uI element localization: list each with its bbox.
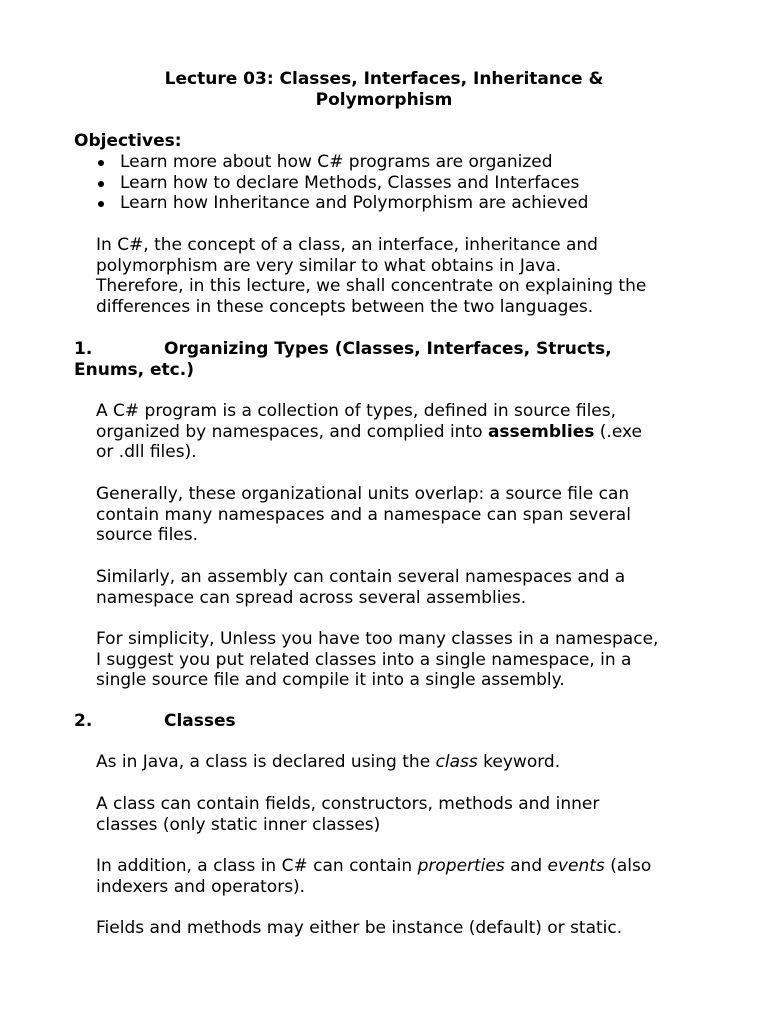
lecture-title [74,69,694,110]
intro-line: polymorphism are very similar to what obtains in Java. [96,255,562,276]
section-2-title: Classes [164,711,236,731]
intro-line: differences in these concepts between the two languages. [96,297,594,318]
paragraph-line: namespace can spread across several assemblies. [96,587,527,608]
bullet-icon [98,201,104,207]
paragraph-line: Similarly, an assembly can contain several namespaces and a [96,567,626,587]
bullet-icon [98,160,104,166]
objective-item [96,152,588,173]
objective-text: Learn more about how C# programs are organized [120,152,553,172]
objective-item [96,193,588,214]
section-2-paragraph-1: As in Java, a class is declared using the class keyword. [96,752,561,772]
objective-text: Learn how Inheritance and Polymorphism are achieved [120,193,589,214]
paragraph-line: indexers and operators). [96,876,306,897]
objective-text: Learn how to declare Methods, Classes and Interfaces [120,172,580,193]
paragraph-line: Generally, these organizational units overlap: a source file can [96,484,630,504]
section-1-title-cont: Enums, etc.) [74,360,194,380]
class-keyword: class [435,752,478,772]
section-1-title: Organizing Types (Classes, Interfaces, Structs, [164,339,612,359]
paragraph-line: A class can contain fields, constructors, methods and inner [96,794,600,814]
intro-line: Therefore, in this lecture, we shall concentrate on explaining the [96,276,647,297]
objectives-list [96,152,588,214]
assemblies-term: assemblies [487,421,595,442]
paragraph-line: organized by namespaces, and complied into assemblies (.exe [96,421,642,442]
section-1-paragraph-2 [96,484,631,546]
section-1-paragraph-4 [96,629,658,691]
paragraph-line: classes (only static inner classes) [96,814,381,835]
objectives-heading: Objectives: [74,131,182,151]
events-term: events [547,856,605,876]
bullet-icon [98,181,104,187]
section-2-number: 2. [74,711,93,731]
intro-line: In C#, the concept of a class, an interface, inheritance and [96,235,598,255]
paragraph-line: In addition, a class in C# can contain properties and events (also [96,856,652,876]
section-1-number: 1. [74,339,93,359]
section-1-paragraph-1 [96,401,642,463]
paragraph-line: single source file and compile it into a single assembly. [96,670,565,691]
section-2-paragraph-3 [96,856,651,897]
section-2-paragraph-2 [96,794,599,835]
paragraph-line: or .dll files). [96,442,197,463]
intro-paragraph [96,235,646,318]
section-1-paragraph-3 [96,567,625,608]
paragraph-line: contain many namespaces and a namespace can span several [96,504,631,525]
paragraph-line: I suggest you put related classes into a single namespace, in a [96,649,632,670]
paragraph-line: For simplicity, Unless you have too many classes in a namespace, [96,629,659,649]
paragraph-line: source files. [96,525,199,546]
objective-item [96,173,588,194]
section-2-paragraph-4: Fields and methods may either be instance (default) or static. [96,918,623,938]
lecture-title-line-2: Polymorphism [315,89,453,110]
lecture-title-line-1: Lecture 03: Classes, Interfaces, Inheritance & [164,69,604,89]
properties-term: properties [417,856,505,876]
paragraph-line: A C# program is a collection of types, defined in source files, [96,401,617,421]
